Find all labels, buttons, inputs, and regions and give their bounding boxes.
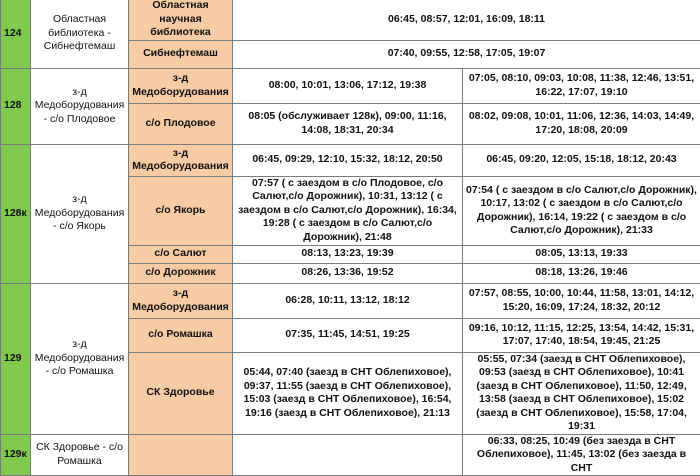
times-weekend: 07:57, 08:55, 10:00, 10:44, 11:58, 13:01, 14:12, 15:20, 16:09, 17:24, 18:32, 20:12 <box>463 283 700 318</box>
times-weekday: 07:35, 11:45, 14:51, 19:25 <box>233 318 463 352</box>
stop-name: з-д Медоборудования <box>129 144 233 176</box>
times-weekend: 08:05, 13:13, 19:33 <box>463 245 700 263</box>
times-weekend: 08:02, 09:08, 10:01, 11:06, 12:36, 14:03, 14:49, 17:20, 18:08, 20:09 <box>463 103 700 144</box>
route-number-128: 128 <box>1 68 31 144</box>
times-weekday: 05:44, 07:40 (заезд в СНТ Облепиховое), 09:37, 11:55 (заезд в СНТ Облепиховое), 15:03 (заезд в СНТ Облепиховое), 16:54, 19:16 (заезд в СНТ Облепиховое), 21:13 <box>233 352 463 434</box>
route-name-128k: з-д Медоборудования - с/о Якорь <box>31 144 129 283</box>
stop-name-empty <box>129 434 233 476</box>
table-row <box>1 434 700 476</box>
times-weekday: 08:26, 13:36, 19:52 <box>233 263 463 283</box>
times-weekend: 05:55, 07:34 (заезд в СНТ Облепиховое), 09:53 (заезд в СНТ Облепиховое), 10:41 (заезд в СНТ Облепиховое), 11:50, 12:49, 13:58 (заезд в СНТ Облепиховое), 15:02 (заезд в СНТ Облепиховое), 15:58, 17:04, 19:31 <box>463 352 700 434</box>
stop-name: з-д Медоборудования <box>129 68 233 103</box>
times-weekday: 06:28, 10:11, 13:12, 18:12 <box>233 283 463 318</box>
times-weekday: 08:13, 13:23, 19:39 <box>233 245 463 263</box>
route-number-129k: 129к <box>1 434 31 476</box>
route-number-129: 129 <box>1 283 31 434</box>
times-weekday: 07:57 ( с заездом в с/о Плодовое, с/о Салют,с/о Дорожник), 10:31, 13:12 ( с заездом в с/о Салют,с/о Дорожник), 16:34, 19:28 ( с заездом в с/о Салют,с/о Дорожник), 21:48 <box>233 176 463 245</box>
table-row <box>1 144 700 176</box>
table-row <box>1 283 700 318</box>
stop-name: СК Здоровье <box>129 352 233 434</box>
stop-name: с/о Ромашка <box>129 318 233 352</box>
stop-name: Сибнефтемаш <box>129 40 233 68</box>
times-weekday-empty <box>233 434 463 476</box>
times-all: 06:45, 08:57, 12:01, 16:09, 18:11 <box>233 0 700 40</box>
times-weekday: 06:45, 09:29, 12:10, 15:32, 18:12, 20:50 <box>233 144 463 176</box>
stop-name: с/о Дорожник <box>129 263 233 283</box>
times-weekday: 08:00, 10:01, 13:06, 17:12, 19:38 <box>233 68 463 103</box>
times-weekend: 07:54 ( с заездом в с/о Салют,с/о Дорожник), 10:17, 13:02 ( с заездом в с/о Салют,с/о Дорожник), 16:14, 19:22 ( с заездом в с/о Салют,с/о Дорожник), 21:33 <box>463 176 700 245</box>
stop-name: з-д Медоборудования <box>129 283 233 318</box>
stop-name: с/о Якорь <box>129 176 233 245</box>
route-number-128k: 128к <box>1 144 31 283</box>
route-number-124: 124 <box>1 0 31 68</box>
times-weekend: 08:18, 13:26, 19:46 <box>463 263 700 283</box>
stop-name: Областная научная библиотека <box>129 0 233 40</box>
table-row <box>1 0 700 40</box>
times-weekend: 06:45, 09:20, 12:05, 15:18, 18:12, 20:43 <box>463 144 700 176</box>
stop-name: с/о Плодовое <box>129 103 233 144</box>
times-weekend: 09:16, 10:12, 11:15, 12:25, 13:54, 14:42, 15:31, 17:07, 17:40, 18:54, 19:45, 21:25 <box>463 318 700 352</box>
times-weekday: 08:05 (обслуживает 128к), 09:00, 11:16, 14:08, 18:31, 20:34 <box>233 103 463 144</box>
route-name-128: з-д Медоборудования - с/о Плодовое <box>31 68 129 144</box>
stop-name: с/о Салют <box>129 245 233 263</box>
times-weekend: 06:33, 08:25, 10:49 (без заезда в СНТ Облепиховое), 11:45, 13:02 (без заезда в СНТ <box>463 434 700 476</box>
times-all: 07:40, 09:55, 12:58, 17:05, 19:07 <box>233 40 700 68</box>
route-name-129k: СК Здоровье - с/о Ромашка <box>31 434 129 476</box>
route-name-129: з-д Медоборудования - с/о Ромашка <box>31 283 129 434</box>
route-name-124: Областная библиотека - Сибнефтемаш <box>31 0 129 68</box>
table-row <box>1 68 700 103</box>
times-weekend: 07:05, 08:10, 09:03, 10:08, 11:38, 12:46, 13:51, 16:22, 17:07, 19:10 <box>463 68 700 103</box>
